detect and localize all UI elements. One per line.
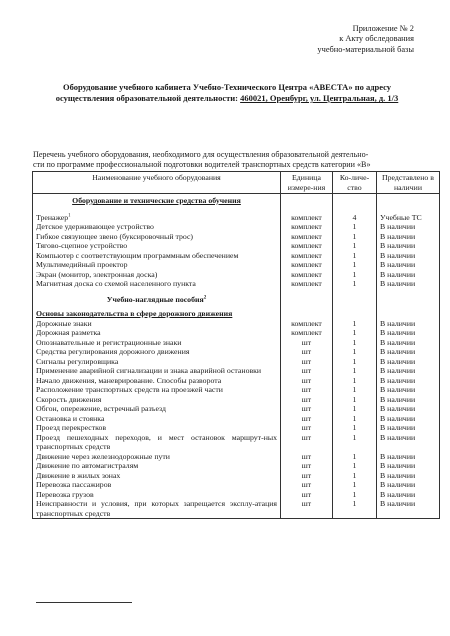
- item-name-text: Экран (монитор, электронная доска): [36, 269, 158, 279]
- item-unit: шт: [281, 347, 333, 357]
- table-row: [33, 461, 440, 471]
- table-row: [33, 480, 440, 490]
- annex-line-3: учебно-материальной базы: [317, 44, 414, 54]
- item-availability: В наличии: [377, 499, 440, 519]
- item-availability: В наличии: [377, 461, 440, 471]
- empty-cell: [333, 289, 377, 305]
- table-row: [33, 338, 440, 348]
- item-name: [33, 433, 281, 452]
- header-unit: Единица измере-ния: [281, 172, 333, 194]
- item-name-text: Движение по автомагистралям: [36, 461, 139, 470]
- item-name-text: Неисправности и условия, при которых запрещается эксплу-атация транспортных средств: [36, 499, 277, 518]
- document-title: [22, 82, 432, 104]
- intro-line-1: Перечень учебного оборудования, необходимого для осуществления образовательной деятельно-: [33, 150, 369, 159]
- item-name: [33, 347, 281, 357]
- table-row: [33, 414, 440, 424]
- item-qty: 1: [333, 319, 377, 329]
- item-qty: 1: [333, 260, 377, 270]
- item-qty: 1: [333, 270, 377, 280]
- intro-paragraph: [33, 150, 438, 170]
- equipment-table: [32, 171, 440, 519]
- item-availability: В наличии: [377, 395, 440, 405]
- table-row: [33, 319, 440, 329]
- item-unit: шт: [281, 490, 333, 500]
- item-qty: 1: [333, 222, 377, 232]
- item-unit: комплект: [281, 270, 333, 280]
- item-name: [33, 338, 281, 348]
- item-availability: В наличии: [377, 270, 440, 280]
- item-unit: шт: [281, 499, 333, 519]
- table-row: [33, 241, 440, 251]
- item-name-text: Проезд пешеходных переходов, и мест остановок маршрут-ных транспортных средств: [36, 432, 277, 451]
- item-name: [33, 423, 281, 433]
- table-row: [33, 471, 440, 481]
- item-name-text: Сигналы регулировщика: [36, 356, 119, 366]
- item-name-text: Начало движения, маневрирование. Способы разворота: [36, 375, 222, 385]
- footnote-marker: 2: [203, 294, 207, 300]
- item-availability: В наличии: [377, 414, 440, 424]
- item-unit: шт: [281, 357, 333, 367]
- item-qty: 1: [333, 471, 377, 481]
- empty-cell: [333, 304, 377, 319]
- item-name-text: Гибкое связующее звено (буксировочный трос): [36, 231, 193, 241]
- item-name-text: Тягово-сцепное устройство: [36, 241, 128, 250]
- item-qty: 1: [333, 461, 377, 471]
- item-unit: шт: [281, 433, 333, 452]
- item-unit: шт: [281, 338, 333, 348]
- annex-line-2: к Акту обследования: [339, 34, 414, 44]
- item-availability: В наличии: [377, 222, 440, 232]
- title-line-2-prefix: осуществления образовательной деятельности:: [55, 93, 241, 103]
- subtitle-row: [33, 289, 440, 305]
- item-qty: 1: [333, 347, 377, 357]
- item-qty: 4: [333, 206, 377, 223]
- table-row: [33, 490, 440, 500]
- item-name-text: Расположение транспортных средств на проезжей части: [36, 385, 223, 394]
- item-name-text: Движение в жилых зонах: [36, 470, 121, 480]
- table-row: [33, 222, 440, 232]
- item-unit: комплект: [281, 206, 333, 223]
- section-title-1: Оборудование и технические средства обучения: [33, 194, 281, 206]
- item-name: [33, 490, 281, 500]
- header-avail: Представлено в наличии: [377, 172, 440, 194]
- item-name: [33, 206, 281, 223]
- item-unit: комплект: [281, 319, 333, 329]
- item-qty: 1: [333, 414, 377, 424]
- item-availability: В наличии: [377, 260, 440, 270]
- item-availability: В наличии: [377, 232, 440, 242]
- table-row: [33, 357, 440, 367]
- item-qty: 1: [333, 490, 377, 500]
- title-line-1: Оборудование учебного кабинета Учебно-Технического Центра «АВЕСТА» по адресу: [62, 82, 392, 92]
- item-name-text: Компьютер с соответствующим программным обеспечением: [36, 250, 239, 260]
- item-unit: шт: [281, 414, 333, 424]
- table-row: [33, 366, 440, 376]
- item-qty: 1: [333, 328, 377, 338]
- item-name: [33, 366, 281, 376]
- item-availability: В наличии: [377, 328, 440, 338]
- item-name: [33, 319, 281, 329]
- item-name-text: Движение через железнодорожные пути: [36, 451, 170, 461]
- table-row: [33, 347, 440, 357]
- item-qty: 1: [333, 376, 377, 386]
- table-row: [33, 270, 440, 280]
- item-name-text: Дорожные знаки: [36, 318, 92, 328]
- item-name-text: Мультимедийный проектор: [36, 260, 128, 269]
- section-row-1: [33, 194, 440, 206]
- header-qty: Ко-личе-ство: [333, 172, 377, 194]
- item-qty: 1: [333, 433, 377, 452]
- item-qty: 1: [333, 241, 377, 251]
- item-availability: В наличии: [377, 251, 440, 261]
- item-name: [33, 414, 281, 424]
- item-unit: шт: [281, 385, 333, 395]
- table-row: [33, 385, 440, 395]
- item-unit: шт: [281, 423, 333, 433]
- item-qty: 1: [333, 279, 377, 289]
- section-row-2: [33, 304, 440, 319]
- item-name-text: Магнитная доска со схемой населенного пункта: [36, 279, 196, 288]
- item-name: [33, 328, 281, 338]
- table-row: [33, 328, 440, 338]
- section-title-2: Основы законодательства в сфере дорожного движения: [33, 304, 281, 319]
- empty-cell: [377, 304, 440, 319]
- item-qty: 1: [333, 499, 377, 519]
- item-unit: шт: [281, 471, 333, 481]
- item-name-text: Остановка и стоянка: [36, 413, 105, 423]
- item-availability: В наличии: [377, 241, 440, 251]
- item-qty: 1: [333, 452, 377, 462]
- annex-header: [317, 24, 414, 55]
- item-name: [33, 232, 281, 242]
- item-availability: В наличии: [377, 385, 440, 395]
- table-row: [33, 499, 440, 519]
- item-name: [33, 251, 281, 261]
- item-qty: 1: [333, 423, 377, 433]
- item-name-text: Опознавательные и регистрационные знаки: [36, 337, 182, 347]
- table-header-row: [33, 172, 440, 194]
- item-name: [33, 385, 281, 395]
- table-row: [33, 404, 440, 414]
- footnote-marker: 1: [68, 212, 71, 218]
- item-availability: В наличии: [377, 347, 440, 357]
- item-unit: шт: [281, 404, 333, 414]
- item-availability: В наличии: [377, 433, 440, 452]
- item-name-text: Перевозка пассажиров: [36, 480, 112, 489]
- item-unit: шт: [281, 461, 333, 471]
- item-availability: В наличии: [377, 480, 440, 490]
- item-name-text: Проезд перекрестков: [36, 423, 107, 432]
- footnote-separator: [36, 602, 132, 603]
- item-name-text: Обгон, опережение, встречный разъезд: [36, 404, 166, 413]
- item-name: [33, 270, 281, 280]
- item-unit: комплект: [281, 260, 333, 270]
- item-availability: В наличии: [377, 366, 440, 376]
- item-availability: В наличии: [377, 319, 440, 329]
- item-name-text: Применение аварийной сигнализации и знака аварийной остановки: [36, 366, 262, 375]
- item-unit: шт: [281, 395, 333, 405]
- item-name-text: Тренажер: [36, 212, 69, 222]
- item-name: [33, 461, 281, 471]
- item-name: [33, 241, 281, 251]
- table-body: [33, 194, 440, 519]
- item-availability: В наличии: [377, 279, 440, 289]
- item-name: [33, 357, 281, 367]
- item-availability: Учебные ТС: [377, 206, 440, 223]
- table-row: [33, 395, 440, 405]
- table-row: [33, 251, 440, 261]
- item-name: [33, 376, 281, 386]
- item-name-text: Дорожная разметка: [36, 328, 101, 337]
- item-qty: 1: [333, 404, 377, 414]
- item-unit: шт: [281, 480, 333, 490]
- item-name: [33, 471, 281, 481]
- item-qty: 1: [333, 385, 377, 395]
- item-unit: комплект: [281, 232, 333, 242]
- header-name: Наименование учебного оборудования: [33, 172, 281, 194]
- item-qty: 1: [333, 366, 377, 376]
- item-availability: В наличии: [377, 452, 440, 462]
- item-unit: комплект: [281, 222, 333, 232]
- item-name: [33, 395, 281, 405]
- item-unit: шт: [281, 366, 333, 376]
- item-name: [33, 480, 281, 490]
- item-name: [33, 452, 281, 462]
- item-name: [33, 279, 281, 289]
- item-unit: комплект: [281, 328, 333, 338]
- item-unit: шт: [281, 452, 333, 462]
- item-name: [33, 260, 281, 270]
- item-name: [33, 404, 281, 414]
- table-row: [33, 452, 440, 462]
- item-availability: В наличии: [377, 404, 440, 414]
- intro-line-2: сти по программе профессиональной подготовки водителей транспортных средств категории «В»: [33, 160, 371, 169]
- item-unit: комплект: [281, 251, 333, 261]
- item-name-text: Перевозка грузов: [36, 489, 94, 499]
- item-availability: В наличии: [377, 338, 440, 348]
- annex-line-1: Приложение № 2: [352, 24, 414, 33]
- item-name-text: Скорость движения: [36, 394, 102, 404]
- title-line-2: [22, 93, 432, 104]
- subtitle-text: Учебно-наглядные пособия: [106, 294, 204, 304]
- table-row: [33, 206, 440, 223]
- item-name: [33, 222, 281, 232]
- subtitle-cell: [33, 289, 281, 305]
- empty-cell: [281, 304, 333, 319]
- item-unit: комплект: [281, 241, 333, 251]
- title-address: 460021, Оренбург, ул. Центральная, д. 1/3: [240, 93, 399, 103]
- item-qty: 1: [333, 395, 377, 405]
- item-availability: В наличии: [377, 357, 440, 367]
- item-unit: комплект: [281, 279, 333, 289]
- item-name-text: Средства регулирования дорожного движения: [36, 347, 190, 356]
- table-row: [33, 433, 440, 452]
- empty-cell: [377, 289, 440, 305]
- item-qty: 1: [333, 251, 377, 261]
- table-row: [33, 279, 440, 289]
- item-availability: В наличии: [377, 471, 440, 481]
- item-availability: В наличии: [377, 490, 440, 500]
- item-name-text: Детское удерживающее устройство: [36, 222, 154, 231]
- table-row: [33, 260, 440, 270]
- item-qty: 1: [333, 338, 377, 348]
- item-availability: В наличии: [377, 423, 440, 433]
- table-row: [33, 232, 440, 242]
- item-availability: В наличии: [377, 376, 440, 386]
- table-row: [33, 376, 440, 386]
- item-qty: 1: [333, 357, 377, 367]
- item-unit: шт: [281, 376, 333, 386]
- table-row: [33, 423, 440, 433]
- item-qty: 1: [333, 232, 377, 242]
- item-name: [33, 499, 281, 519]
- empty-cell: [281, 289, 333, 305]
- item-qty: 1: [333, 480, 377, 490]
